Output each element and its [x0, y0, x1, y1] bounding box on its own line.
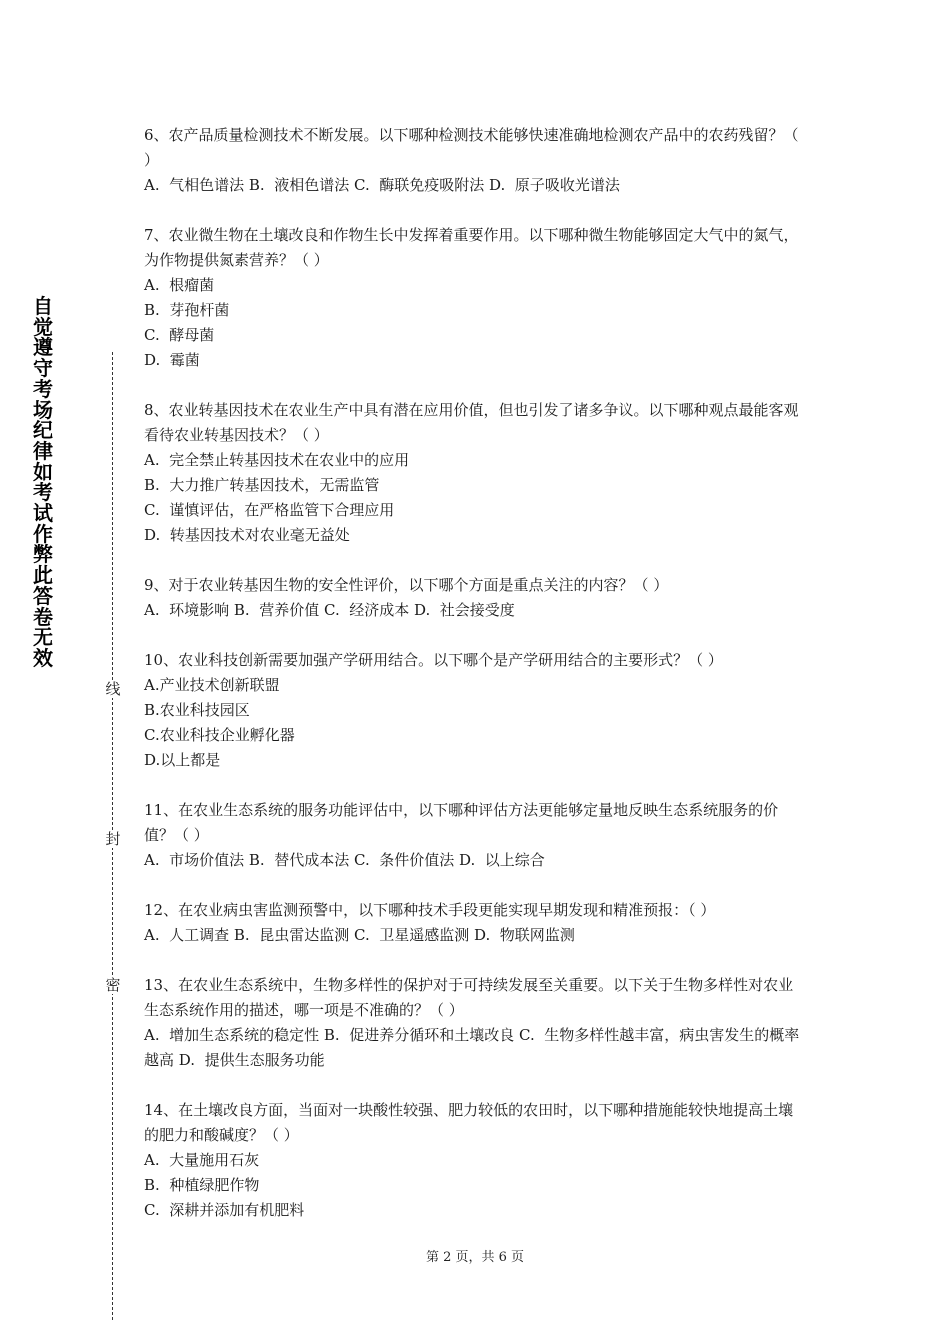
question-list	[144, 123, 808, 1248]
question-options: A. 气相色谱法 B. 液相色谱法 C. 酶联免疫吸附法 D. 原子吸收光谱法	[144, 176, 620, 194]
option-a: A.产业技术创新联盟	[144, 676, 280, 694]
question-14	[144, 1098, 808, 1223]
question-7	[144, 223, 808, 373]
question-stem: 11、在农业生态系统的服务功能评估中，以下哪种评估方法更能够定量地反映生态系统服务的价值？（ ）	[144, 801, 779, 844]
option-c: C.农业科技企业孵化器	[144, 726, 295, 744]
option-a: A. 根瘤菌	[144, 276, 215, 294]
question-options: A. 环境影响 B. 营养价值 C. 经济成本 D. 社会接受度	[144, 601, 515, 619]
question-stem: 12、在农业病虫害监测预警中，以下哪种技术手段更能实现早期发现和精准预报：（ ）	[144, 901, 716, 919]
question-11	[144, 798, 808, 873]
binding-label-seal: 封	[105, 830, 121, 848]
page-number-footer: 第 2 页，共 6 页	[425, 1250, 525, 1265]
question-stem: 8、农业转基因技术在农业生产中具有潜在应用价值，但也引发了诸多争议。以下哪种观点最能客观看待农业转基因技术？（ ）	[144, 401, 799, 444]
question-9	[144, 573, 808, 623]
question-stem: 10、农业科技创新需要加强产学研用结合。以下哪个是产学研用结合的主要形式？（ ）	[144, 651, 723, 669]
question-8	[144, 398, 808, 548]
question-options: A. 人工调查 B. 昆虫雷达监测 C. 卫星遥感监测 D. 物联网监测	[144, 926, 575, 944]
binding-label-secret: 密	[105, 976, 121, 994]
option-a: A. 大量施用石灰	[144, 1151, 260, 1169]
question-options: A. 增加生态系统的稳定性 B. 促进养分循环和土壤改良 C. 生物多样性越丰富，病虫害发生的概率越高 D. 提供生态服务功能	[144, 1026, 800, 1069]
option-b: B.农业科技园区	[144, 701, 250, 719]
exam-discipline-warning: 自觉遵守考场纪律如考试作弊此答卷无效	[33, 294, 53, 670]
option-d: D. 转基因技术对农业毫无益处	[144, 526, 350, 544]
option-c: C. 深耕并添加有机肥料	[144, 1201, 305, 1219]
question-stem: 7、农业微生物在土壤改良和作物生长中发挥着重要作用。以下哪种微生物能够固定大气中的氮气，为作物提供氮素营养？（ ）	[144, 226, 799, 269]
option-a: A. 完全禁止转基因技术在农业中的应用	[144, 451, 410, 469]
binding-label-line: 线	[105, 680, 121, 698]
question-stem: 13、在农业生态系统中，生物多样性的保护对于可持续发展至关重要。以下关于生物多样性对农业生态系统作用的描述，哪一项是不准确的？（ ）	[144, 976, 794, 1019]
option-b: B. 种植绿肥作物	[144, 1176, 260, 1194]
option-c: C. 谨慎评估，在严格监管下合理应用	[144, 501, 395, 519]
option-b: B. 大力推广转基因技术，无需监管	[144, 476, 380, 494]
question-stem: 6、农产品质量检测技术不断发展。以下哪种检测技术能够快速准确地检测农产品中的农药残留？（ ）	[144, 126, 799, 169]
option-d: D.以上都是	[144, 751, 221, 769]
question-options: A. 市场价值法 B. 替代成本法 C. 条件价值法 D. 以上综合	[144, 851, 545, 869]
question-6	[144, 123, 808, 198]
option-d: D. 霉菌	[144, 351, 200, 369]
question-stem: 14、在土壤改良方面，当面对一块酸性较强、肥力较低的农田时，以下哪种措施能较快地提高土壤的肥力和酸碱度？（ ）	[144, 1101, 794, 1144]
question-12	[144, 898, 808, 948]
question-stem: 9、对于农业转基因生物的安全性评价，以下哪个方面是重点关注的内容？（ ）	[144, 576, 669, 594]
question-13	[144, 973, 808, 1073]
question-10	[144, 648, 808, 773]
option-c: C. 酵母菌	[144, 326, 215, 344]
option-b: B. 芽孢杆菌	[144, 301, 230, 319]
